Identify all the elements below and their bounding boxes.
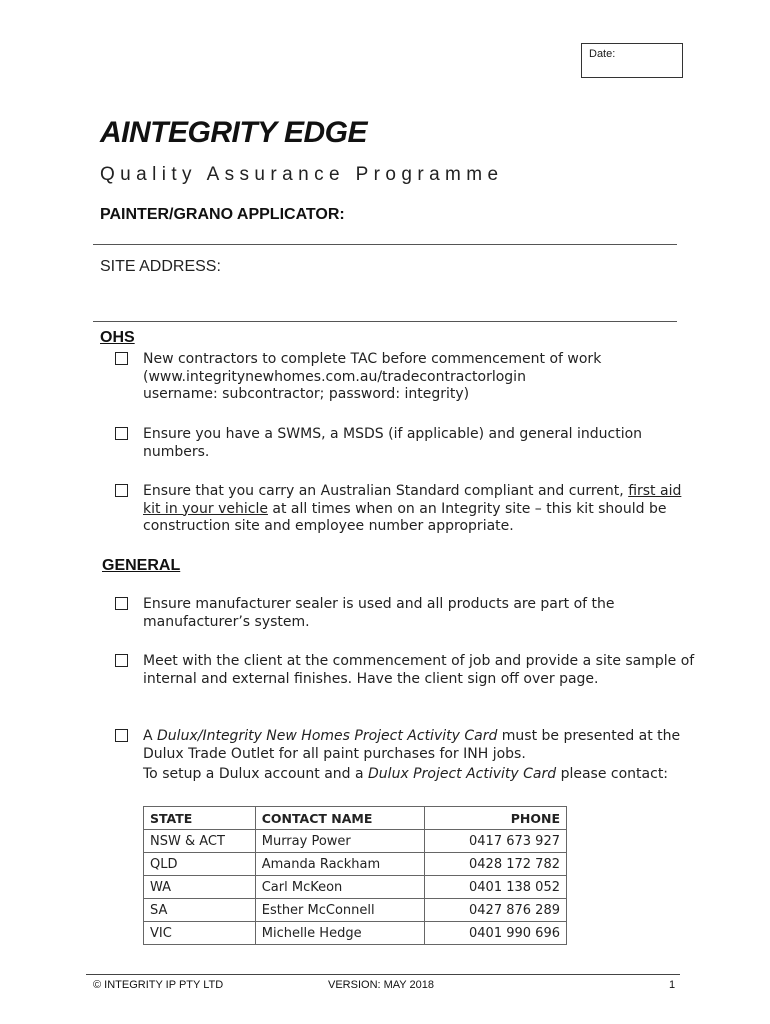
- cell-state: VIC: [144, 922, 256, 945]
- header-contact-name: CONTACT NAME: [255, 807, 425, 830]
- general-item-activity-card: [115, 728, 695, 784]
- applicator-line[interactable]: [93, 244, 677, 245]
- header-state: STATE: [144, 807, 256, 830]
- ohs-heading: OHS: [100, 329, 135, 346]
- checkbox[interactable]: [115, 427, 128, 440]
- cell-state: NSW & ACT: [144, 830, 256, 853]
- footer-copyright: © INTEGRITY IP PTY LTD: [93, 979, 224, 991]
- cell-phone: 0417 673 927: [425, 830, 567, 853]
- cell-state: WA: [144, 876, 256, 899]
- footer-divider: [86, 974, 680, 975]
- document-subtitle: Quality Assurance Programme: [100, 164, 504, 185]
- date-label: Date:: [589, 48, 616, 60]
- cell-name: Esther McConnell: [255, 899, 425, 922]
- ohs-item-swms: [115, 426, 695, 461]
- item-text: Ensure you have a SWMS, a MSDS (if applicable) and general induction numbers.: [143, 426, 643, 460]
- cell-phone: 0401 990 696: [425, 922, 567, 945]
- footer-version: VERSION: MAY 2018: [328, 979, 434, 991]
- cell-name: Murray Power: [255, 830, 425, 853]
- table-row: [144, 853, 567, 876]
- cell-phone: 0401 138 052: [425, 876, 567, 899]
- checkbox[interactable]: [115, 654, 128, 667]
- document-title: AINTEGRITY EDGE: [100, 116, 367, 149]
- item-text: A Dulux/Integrity New Homes Project Activity Card must be presented at the Dulux Trade Outlet for all paint purchases for INH jobs. To setup a Dulux account and a Dulux Project Activity Card please contact:: [143, 728, 681, 782]
- general-item-client-meeting: [115, 653, 695, 688]
- cell-phone: 0428 172 782: [425, 853, 567, 876]
- item-text: Ensure manufacturer sealer is used and all products are part of the manufacturer’s system.: [143, 596, 615, 630]
- applicator-label: PAINTER/GRANO APPLICATOR:: [100, 206, 345, 223]
- checkbox[interactable]: [115, 352, 128, 365]
- cell-name: Amanda Rackham: [255, 853, 425, 876]
- table-row: [144, 876, 567, 899]
- table-header-row: [144, 807, 567, 830]
- contacts-table: [143, 806, 567, 945]
- checkbox[interactable]: [115, 729, 128, 742]
- cell-name: Michelle Hedge: [255, 922, 425, 945]
- cell-state: SA: [144, 899, 256, 922]
- table-row: [144, 899, 567, 922]
- cell-name: Carl McKeon: [255, 876, 425, 899]
- ohs-item-tac: [115, 351, 695, 404]
- footer-page-number: 1: [669, 979, 676, 991]
- header-phone: PHONE: [425, 807, 567, 830]
- general-item-sealer: [115, 596, 695, 631]
- checkbox[interactable]: [115, 597, 128, 610]
- item-text: New contractors to complete TAC before commencement of work (www.integritynewhomes.com.au/tradecontractorlogin username: subcontractor; password: integrity): [143, 351, 602, 402]
- item-text: Ensure that you carry an Australian Standard compliant and current, first aid kit in your vehicle at all times when on an Integrity site – this kit should be construction site and employee number appropriate.: [143, 483, 682, 534]
- ohs-item-first-aid: [115, 483, 695, 536]
- cell-state: QLD: [144, 853, 256, 876]
- item-text: Meet with the client at the commencement of job and provide a site sample of internal and external finishes. Have the client sign off over page.: [143, 653, 695, 687]
- table-row: [144, 830, 567, 853]
- site-address-label: SITE ADDRESS:: [100, 258, 221, 275]
- checkbox[interactable]: [115, 484, 128, 497]
- date-field[interactable]: [581, 43, 683, 78]
- cell-phone: 0427 876 289: [425, 899, 567, 922]
- site-address-line[interactable]: [93, 321, 677, 322]
- first-aid-emphasis: first aid kit in your vehicle: [143, 483, 682, 517]
- table-row: [144, 922, 567, 945]
- general-heading: GENERAL: [102, 557, 181, 574]
